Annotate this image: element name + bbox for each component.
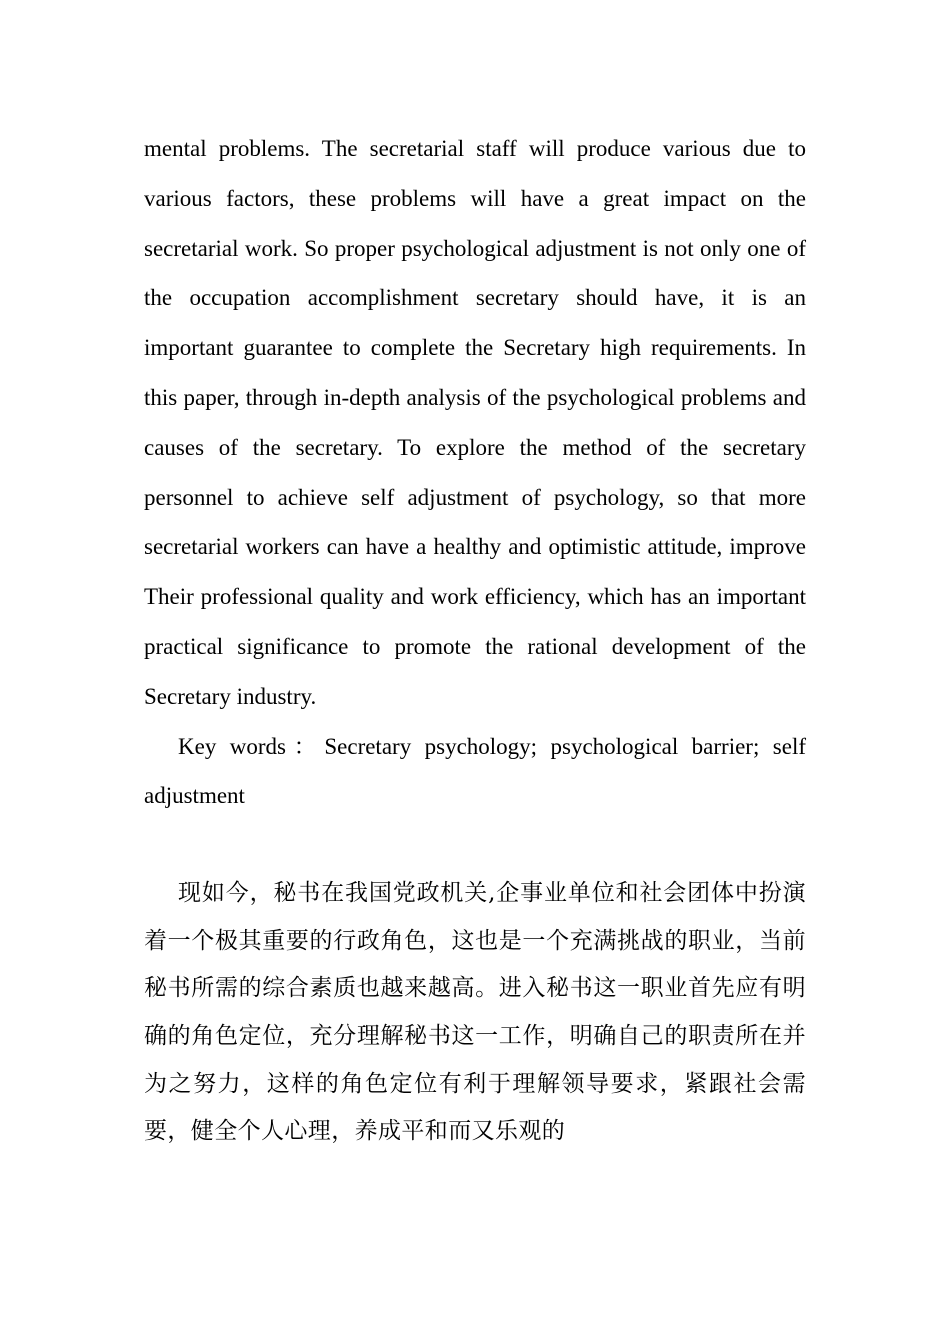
paragraph-spacer <box>144 821 806 870</box>
document-page <box>144 124 806 1156</box>
keywords-label: Key words： <box>178 733 325 759</box>
keywords-text: Secretary psychology; psychological barrier; self adjustment <box>144 733 807 809</box>
chinese-intro-paragraph: 现如今，秘书在我国党政机关,企事业单位和社会团体中扮演着一个极其重要的行政角色，这也是一个充满挑战的职业，当前秘书所需的综合素质也越来越高。进入秘书这一职业首先应有明确的角色定位，充分理解秘书这一工作，明确自己的职责所在并为之努力，这样的角色定位有利于理解领导要求，紧跟社会需要，健全个人心理，养成平和而又乐观的 <box>144 880 806 1145</box>
keywords-line <box>144 722 806 822</box>
abstract-paragraph: mental problems. The secretarial staff will produce various due to various factors, these problems will have a great impact on the secretarial work. So proper psychological adjustment is not only one of the occupation accomplishment secretary should have, it is an important guarantee to complete the Secretary high requirements. In this paper, through in-depth analysis of the psychological problems and causes of the secretary. To explore the method of the secretary personnel to achieve self adjustment of psychology, so that more secretarial workers can have a healthy and optimistic attitude, improve Their professional quality and work efficiency, which has an important practical significance to promote the rational development of the Secretary industry. <box>144 136 806 709</box>
